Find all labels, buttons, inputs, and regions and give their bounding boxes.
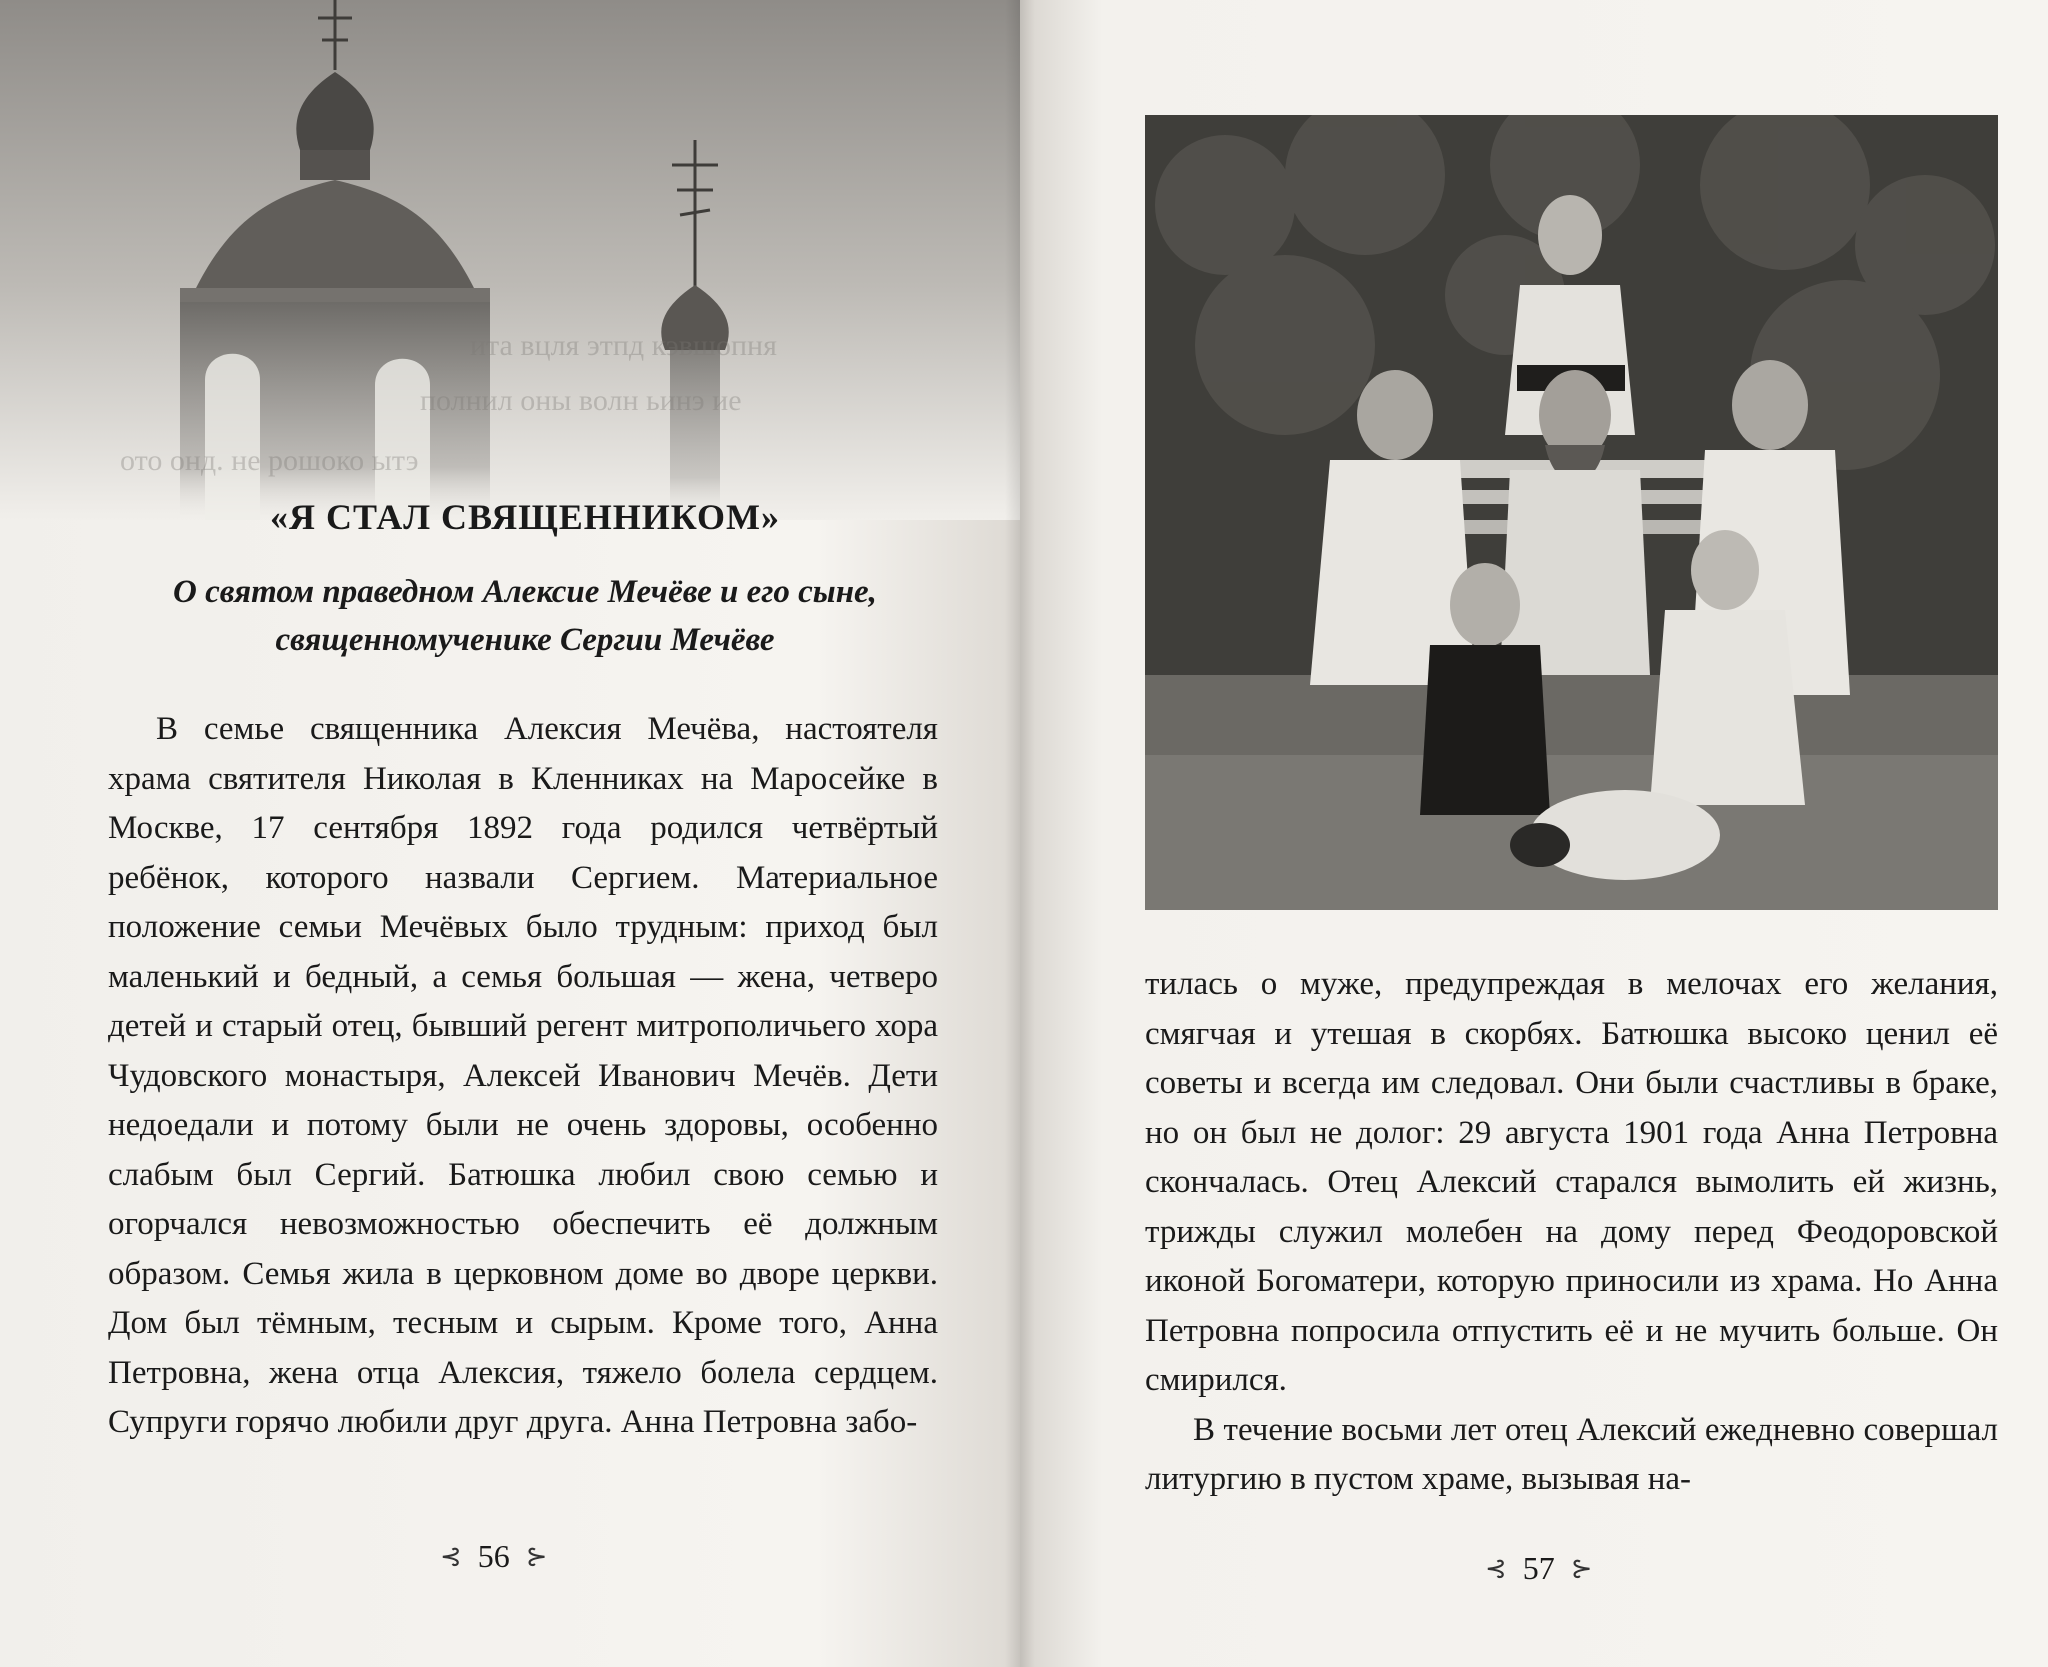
svg-text:ото онд. не рошоко ытэ: ото онд. не рошоко ытэ xyxy=(120,444,419,477)
svg-text:ита вцля этпд кэвшопня: ита вцля этпд кэвшопня xyxy=(470,329,777,362)
right-page xyxy=(1020,0,2048,1667)
chapter-title: «Я СТАЛ СВЯЩЕННИКОМ» xyxy=(270,497,780,537)
paragraph: тилась о муже, предупреждая в мелочах его желания, смягчая и утешая в скорбях. Батюшка высоко ценил её советы и всегда им следовал. Они были счастливы в браке, но он был не долог: 29 августа 1901 года Анна Петровна скончалась. Отец Алексий старался вымолить ей жизнь, трижды служил молебен на дому перед Феодоровской иконой Богоматери, которую приносили из храма. Но Анна Петровна попросила отпустить её и не мучить больше. Он смирился. xyxy=(1145,966,1998,1398)
paragraph: В течение восьми лет отец Алексий ежедневно совершал литургию в пустом храме, вызывая на- xyxy=(1145,1411,1998,1497)
left-page xyxy=(0,0,1020,1667)
page-number: 57 xyxy=(1522,1550,1555,1586)
chapter-subtitle: О святом праведном Алексие Мечёве и его сыне, священномученике Сергии Мечёве xyxy=(173,574,877,658)
church-domes-illustration xyxy=(0,0,1020,520)
right-body-text xyxy=(1145,960,1998,1505)
book-gutter xyxy=(1005,0,1035,1667)
page-number-left xyxy=(440,1538,548,1575)
page-number-right xyxy=(1485,1550,1593,1587)
paragraph: В семье священника Алексия Мечёва, настоятеля храма святителя Николая в Кленниках на Маросейке в Москве, 17 сентября 1892 года родился четвёртый ребёнок, которого назвали Сергием. Материальное положение семьи Мечёвых было трудным: приход был маленький и бедный, а семья большая — жена, четверо детей и старый отец, бывший регент митрополичьего хора Чудовского монастыря, Алексей Иванович Мечёв. Дети недоедали и потому были не очень здоровы, особенно слабым был Сергий. Батюшка любил свою семью и огорчался невозможностью обеспечить её должным образом. Семья жила в церковном доме во дворе церкви. Дом был тёмным, тесным и сырым. Кроме того, Анна Петровна, жена отца Алексия, тяжело болела сердцем. Супруги горячо любили друг друга. Анна Петровна забо- xyxy=(108,711,938,1440)
ornament-left-icon: ⊰ xyxy=(1485,1553,1507,1583)
ornament-right-icon: ⊱ xyxy=(1570,1553,1593,1583)
svg-text:полнил оны волн ьинэ ие: полнил оны волн ьинэ ие xyxy=(420,384,742,417)
ornament-left-icon: ⊰ xyxy=(440,1541,462,1571)
family-photograph xyxy=(1145,115,1998,910)
page-number: 56 xyxy=(477,1538,510,1574)
ornament-right-icon: ⊱ xyxy=(525,1541,548,1571)
left-body-text xyxy=(108,705,938,1448)
